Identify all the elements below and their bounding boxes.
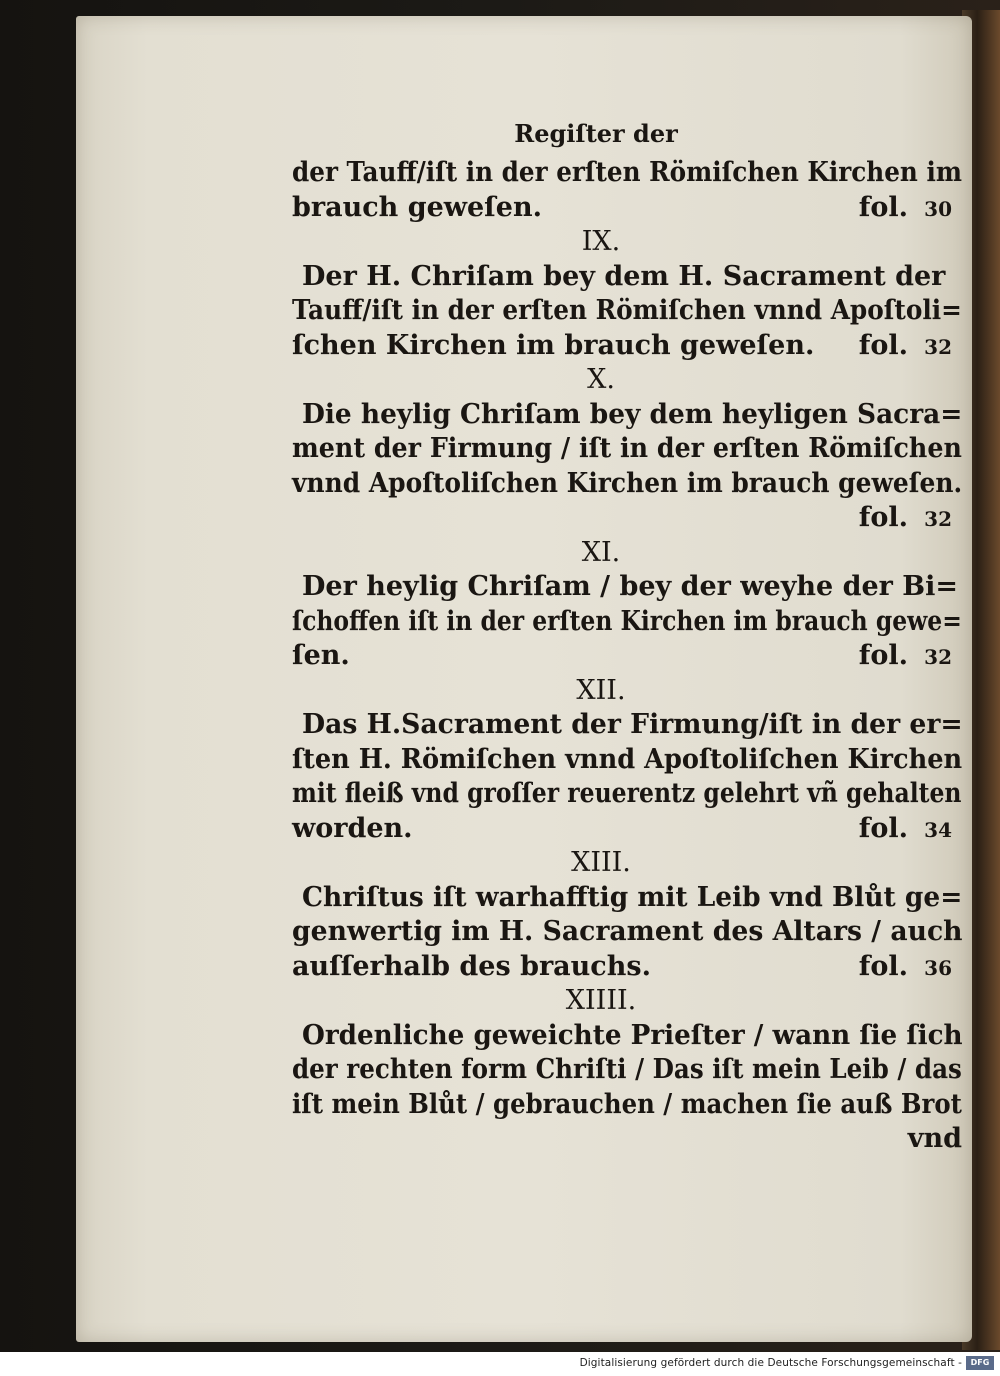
register-entries	[210, 156, 962, 1157]
line-text: Der H. Chriſam bey dem H. Sacrament der	[302, 260, 946, 292]
entry-line	[210, 915, 962, 950]
entry-first-line	[210, 708, 962, 743]
folio-number: 34	[924, 817, 952, 842]
dfg-logo: DFG	[966, 1356, 994, 1370]
folio-label: fol.	[858, 812, 908, 844]
line-text: vnnd Apoſtoliſchen Kirchen im brauch geweſen.	[292, 467, 963, 499]
line-text: ſten H. Römiſchen vnnd Apoſtoliſchen Kirchen	[292, 743, 963, 775]
folio-label: fol.	[858, 640, 908, 671]
line-text: der rechten form Chriſti / Das iſt mein Leib / das	[292, 1054, 962, 1085]
folio-reference	[859, 812, 952, 848]
line-text: ment der Firmung / iſt in der erſten Römiſchen	[292, 433, 962, 464]
folio-number: 30	[924, 196, 952, 221]
folio-label: fol.	[858, 329, 908, 361]
catchword: vnd	[907, 1123, 962, 1154]
line-text: Das H.Sacrament der Firmung/iſt in der er=	[302, 709, 963, 740]
entry-line	[210, 605, 962, 640]
folio-number: 36	[924, 955, 952, 980]
entry-line	[210, 191, 962, 226]
line-text: Tauff/iſt in der erſten Römiſchen vnnd Apoſtoli=	[292, 295, 962, 326]
entry-first-line	[210, 398, 962, 433]
entry-line	[210, 950, 962, 985]
section-numeral: X.	[587, 364, 615, 395]
section-numeral: XIIII.	[565, 985, 637, 1016]
section-numeral: XII.	[576, 674, 626, 706]
folio-label: fol.	[858, 950, 908, 982]
page-text	[210, 112, 962, 1157]
entry-first-line	[210, 260, 962, 295]
funding-credit: Digitalisierung gefördert durch die Deutsche Forschungsgemeinschaft -	[579, 1357, 962, 1369]
line-text: Ordenliche geweichte Prieſter / wann ſie ſich	[302, 1019, 963, 1051]
line-text: auſſerhalb des brauchs.	[292, 950, 651, 982]
section-numeral: XIII.	[571, 847, 631, 878]
entry-line	[210, 639, 962, 674]
entry-line	[210, 812, 962, 847]
line-text: mit fleiß vnd groſſer reuerentz gelehrt vñ gehalten	[292, 778, 962, 809]
entry-line	[210, 329, 962, 364]
line-text: ſchoffen iſt in der erſten Kirchen im brauch gewe=	[292, 605, 962, 637]
footer-bar	[0, 1352, 1000, 1376]
line-text: Der heylig Chriſam / bey der weyhe der Bi=	[302, 571, 958, 602]
folio-reference	[859, 329, 952, 365]
folio-label: fol.	[858, 191, 908, 223]
line-text: Die heylig Chriſam bey dem heyligen Sacra=	[302, 398, 963, 430]
folio-reference	[859, 950, 952, 986]
line-text: ſen.	[292, 640, 350, 671]
line-text: der Tauff/iſt in der erſten Römiſchen Kirchen im	[292, 157, 962, 188]
section-numeral: IX.	[581, 226, 621, 257]
entry-line	[210, 467, 962, 502]
entry-line	[210, 1053, 962, 1088]
entry-line	[210, 156, 962, 191]
folio-reference	[210, 501, 962, 536]
entry-first-line	[210, 570, 962, 605]
line-text: ſchen Kirchen im brauch geweſen.	[292, 329, 815, 361]
folio-reference	[859, 191, 952, 227]
line-text: Chriſtus iſt warhafftig mit Leib vnd Blůt ge=	[302, 881, 963, 913]
folio-number: 32	[924, 507, 952, 531]
entry-first-line	[210, 1019, 962, 1054]
entry-first-line	[210, 881, 962, 916]
folio-number: 32	[924, 334, 952, 359]
folio-label: fol.	[858, 502, 908, 533]
line-text: worden.	[292, 812, 413, 844]
entry-line	[210, 777, 962, 812]
line-text: iſt mein Blůt / gebrauchen / machen ſie auß Brot	[292, 1088, 962, 1120]
running-head: Regiſter der	[514, 119, 678, 148]
line-text: genwertig im H. Sacrament des Altars / auch	[292, 916, 963, 947]
line-text: brauch geweſen.	[292, 191, 543, 223]
entry-line	[210, 294, 962, 329]
section-numeral: XI.	[581, 536, 621, 568]
entry-line	[210, 1088, 962, 1123]
folio-number: 32	[924, 645, 952, 669]
folio-reference	[859, 639, 952, 675]
entry-line	[210, 743, 962, 778]
entry-line	[210, 432, 962, 467]
